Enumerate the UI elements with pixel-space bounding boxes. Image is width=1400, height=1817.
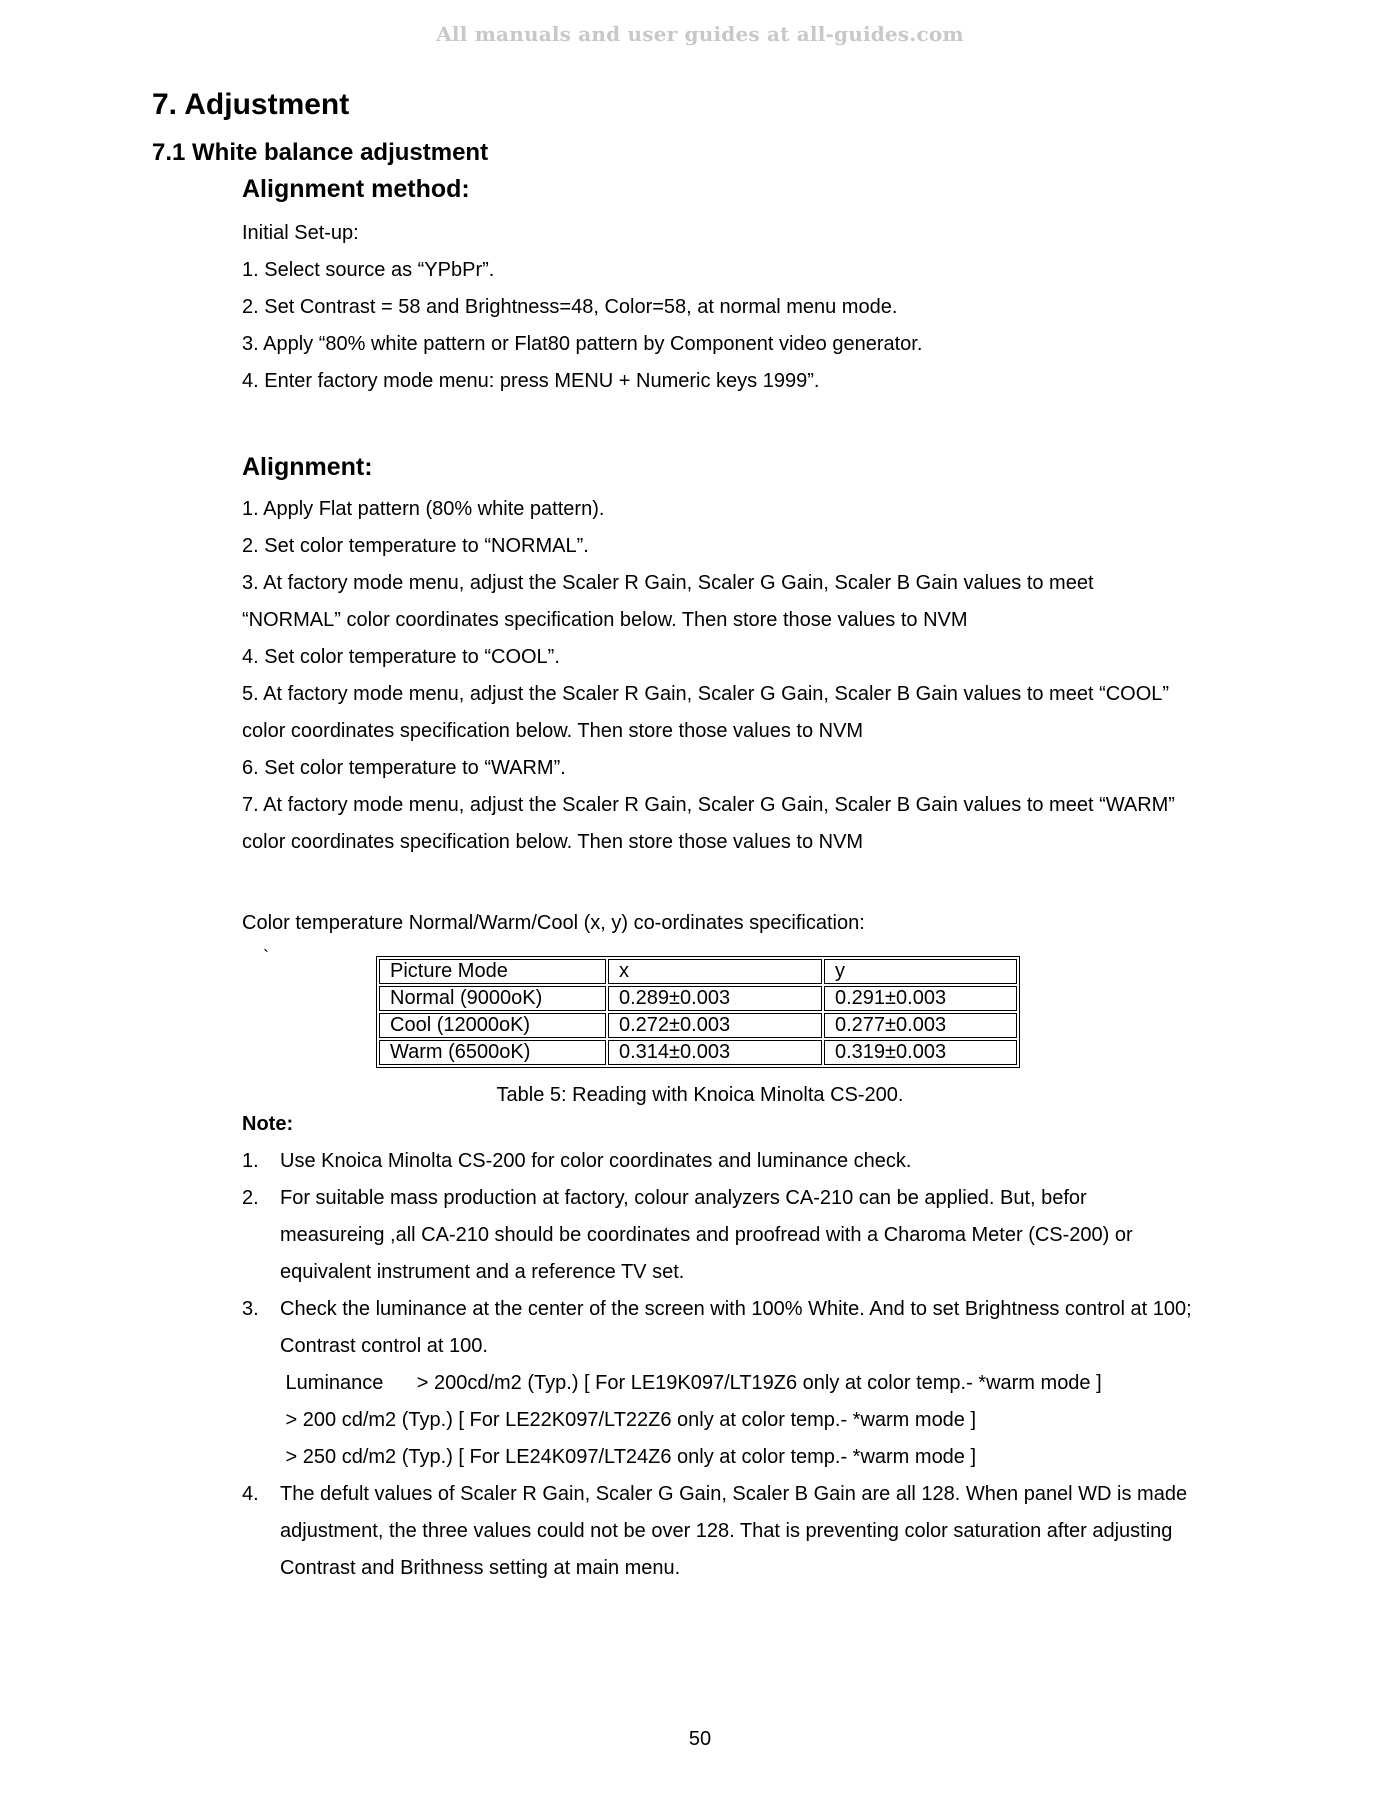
note-label: Note:	[242, 1113, 294, 1135]
method-line: 1. Select source as “YPbPr”.	[242, 259, 495, 281]
note-line: measureing ,all CA-210 should be coordinates and proofread with a Charoma Meter (CS-200) or	[280, 1224, 1133, 1246]
alignment-line: 4. Set color temperature to “COOL”.	[242, 646, 560, 668]
table-row	[379, 1040, 1017, 1065]
method-line: 4. Enter factory mode menu: press MENU + Numeric keys 1999”.	[242, 370, 820, 392]
color-spec-table	[376, 956, 1020, 1068]
alignment-line: 3. At factory mode menu, adjust the Scaler R Gain, Scaler G Gain, Scaler B Gain values to meet	[242, 572, 1094, 594]
header-cell: Picture Mode	[379, 959, 606, 984]
method-line: 3. Apply “80% white pattern or Flat80 pattern by Component video generator.	[242, 333, 923, 355]
page-number: 50	[688, 1728, 712, 1750]
alignment-line: color coordinates specification below. Then store those values to NVM	[242, 720, 864, 742]
note-line: > 250 cd/m2 (Typ.) [ For LE24K097/LT24Z6 only at color temp.- *warm mode ]	[280, 1446, 977, 1468]
note-line: Contrast and Brithness setting at main menu.	[280, 1557, 681, 1579]
alignment-line: “NORMAL” color coordinates specification below. Then store those values to NVM	[242, 609, 968, 631]
note-number: 2.	[242, 1187, 259, 1209]
alignment-method-heading: Alignment method:	[242, 175, 470, 203]
table-row	[379, 986, 1017, 1011]
method-line: 2. Set Contrast = 58 and Brightness=48, Color=58, at normal menu mode.	[242, 296, 898, 318]
method-line: Initial Set-up:	[242, 222, 359, 244]
table-cell: Warm (6500oK)	[379, 1040, 606, 1065]
note-line: Use Knoica Minolta CS-200 for color coordinates and luminance check.	[280, 1150, 912, 1172]
note-line: adjustment, the three values could not be over 128. That is preventing color saturation after adjusting	[280, 1520, 1173, 1542]
note-number: 1.	[242, 1150, 259, 1172]
note-line: For suitable mass production at factory, colour analyzers CA-210 can be applied. But, befor	[280, 1187, 1087, 1209]
table-cell: Cool (12000oK)	[379, 1013, 606, 1038]
section-title: 7. Adjustment	[152, 88, 350, 121]
alignment-line: 2. Set color temperature to “NORMAL”.	[242, 535, 589, 557]
alignment-line: 6. Set color temperature to “WARM”.	[242, 757, 566, 779]
table-cell: 0.314±0.003	[608, 1040, 822, 1065]
table-cell: Normal (9000oK)	[379, 986, 606, 1011]
header-cell: y	[824, 959, 1017, 984]
table-cell: 0.319±0.003	[824, 1040, 1017, 1065]
spec-intro: Color temperature Normal/Warm/Cool (x, y) co-ordinates specification:	[242, 912, 865, 934]
table-cell: 0.272±0.003	[608, 1013, 822, 1038]
header-cell: x	[608, 959, 822, 984]
note-number: 4.	[242, 1483, 259, 1505]
note-line: Luminance > 200cd/m2 (Typ.) [ For LE19K097/LT19Z6 only at color temp.- *warm mode ]	[280, 1372, 1102, 1394]
watermark: All manuals and user guides at all-guides.com	[436, 22, 964, 46]
note-line: The defult values of Scaler R Gain, Scaler G Gain, Scaler B Gain are all 128. When panel WD is made	[280, 1483, 1188, 1505]
note-line: equivalent instrument and a reference TV set.	[280, 1261, 685, 1283]
table-caption	[0, 1084, 1400, 1107]
note-line: Contrast control at 100.	[280, 1335, 488, 1357]
alignment-line: color coordinates specification below. Then store those values to NVM	[242, 831, 864, 853]
alignment-heading: Alignment:	[242, 453, 373, 481]
note-number: 3.	[242, 1298, 259, 1320]
subsection-title: 7.1 White balance adjustment	[152, 139, 489, 166]
table-header-row	[379, 959, 1017, 984]
table-cell: 0.277±0.003	[824, 1013, 1017, 1038]
alignment-line: 1. Apply Flat pattern (80% white pattern).	[242, 498, 605, 520]
table-row	[379, 1013, 1017, 1038]
alignment-line: 7. At factory mode menu, adjust the Scaler R Gain, Scaler G Gain, Scaler B Gain values to meet “WARM”	[242, 794, 1175, 816]
note-line: > 200 cd/m2 (Typ.) [ For LE22K097/LT22Z6 only at color temp.- *warm mode ]	[280, 1409, 977, 1431]
table-caption-text: Table 5: Reading with Knoica Minolta CS-200.	[496, 1084, 904, 1106]
stray-mark: `	[263, 947, 269, 967]
alignment-line: 5. At factory mode menu, adjust the Scaler R Gain, Scaler G Gain, Scaler B Gain values to meet “COOL”	[242, 683, 1170, 705]
note-line: Check the luminance at the center of the screen with 100% White. And to set Brightness control at 100;	[280, 1298, 1192, 1320]
table-cell: 0.289±0.003	[608, 986, 822, 1011]
table-cell: 0.291±0.003	[824, 986, 1017, 1011]
